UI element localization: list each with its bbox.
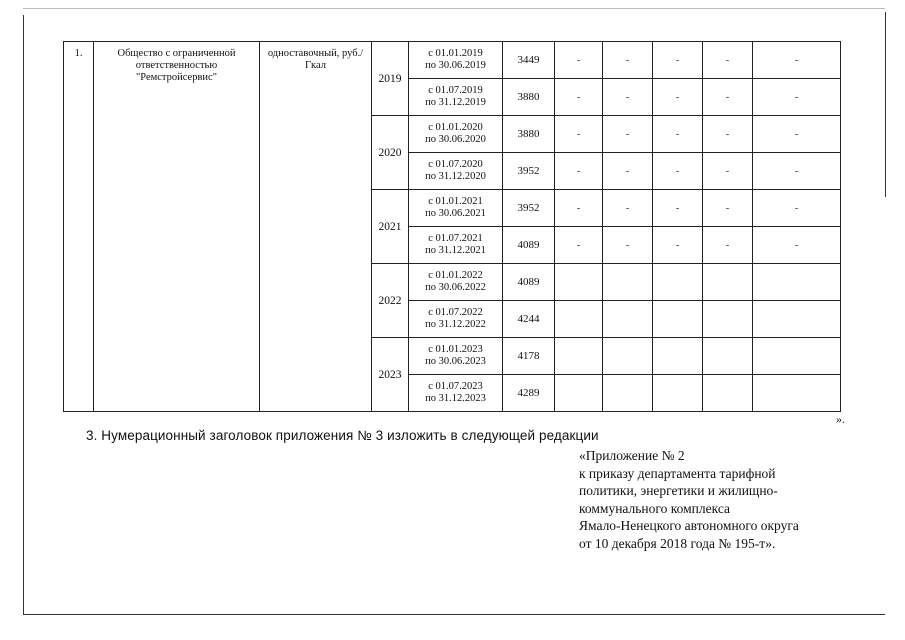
extra-cell bbox=[653, 338, 703, 375]
period-cell bbox=[409, 153, 503, 190]
extra-cell bbox=[603, 264, 653, 301]
page-frame-left bbox=[23, 15, 24, 615]
extra-cell: - bbox=[603, 153, 653, 190]
extra-cell: - bbox=[603, 116, 653, 153]
extra-cell bbox=[753, 264, 841, 301]
appendix-line: коммунального комплекса bbox=[579, 500, 730, 516]
tariff-value: 4178 bbox=[503, 338, 555, 375]
period-to: по 31.12.2019 bbox=[425, 97, 486, 108]
tariff-value: 3880 bbox=[503, 79, 555, 116]
period-to: по 30.06.2019 bbox=[425, 60, 486, 71]
tariff-value: 4244 bbox=[503, 301, 555, 338]
extra-cell bbox=[753, 338, 841, 375]
period-cell bbox=[409, 190, 503, 227]
period-to: по 31.12.2021 bbox=[425, 245, 486, 256]
extra-cell: - bbox=[753, 116, 841, 153]
tariff-value: 3952 bbox=[503, 153, 555, 190]
row-number: 1. bbox=[64, 42, 94, 412]
appendix-line: к приказу департамента тарифной bbox=[579, 465, 776, 481]
extra-cell: - bbox=[603, 190, 653, 227]
extra-cell: - bbox=[703, 153, 753, 190]
extra-cell: - bbox=[703, 79, 753, 116]
table-row bbox=[64, 42, 841, 79]
extra-cell: - bbox=[753, 227, 841, 264]
appendix-line: Ямало-Ненецкого автономного округа bbox=[579, 518, 799, 533]
tariff-value: 4289 bbox=[503, 375, 555, 412]
period-from: с 01.07.2022 bbox=[428, 307, 483, 318]
period-cell bbox=[409, 264, 503, 301]
extra-cell: - bbox=[653, 153, 703, 190]
period-to: по 30.06.2021 bbox=[425, 208, 486, 219]
period-cell bbox=[409, 301, 503, 338]
tariff-value: 3952 bbox=[503, 190, 555, 227]
period-from: с 01.07.2023 bbox=[428, 381, 483, 392]
period-cell bbox=[409, 42, 503, 79]
extra-cell: - bbox=[555, 42, 603, 79]
page-frame-right bbox=[885, 12, 886, 197]
tariff-table bbox=[63, 41, 841, 412]
extra-cell: - bbox=[555, 116, 603, 153]
period-from: с 01.01.2023 bbox=[428, 344, 483, 355]
extra-cell bbox=[703, 375, 753, 412]
appendix-line: «Приложение № 2 bbox=[579, 448, 685, 463]
tariff-value: 4089 bbox=[503, 227, 555, 264]
extra-cell bbox=[653, 301, 703, 338]
period-from: с 01.07.2019 bbox=[428, 85, 483, 96]
extra-cell: - bbox=[753, 153, 841, 190]
extra-cell: - bbox=[703, 227, 753, 264]
period-from: с 01.07.2021 bbox=[428, 233, 483, 244]
period-to: по 30.06.2022 bbox=[425, 282, 486, 293]
extra-cell: - bbox=[603, 79, 653, 116]
extra-cell bbox=[603, 375, 653, 412]
period-from: с 01.07.2020 bbox=[428, 159, 483, 170]
extra-cell: - bbox=[653, 42, 703, 79]
tariff-value: 3880 bbox=[503, 116, 555, 153]
extra-cell bbox=[753, 375, 841, 412]
extra-cell: - bbox=[653, 190, 703, 227]
period-to: по 31.12.2023 bbox=[425, 393, 486, 404]
period-cell bbox=[409, 375, 503, 412]
period-to: по 30.06.2023 bbox=[425, 356, 486, 367]
extra-cell: - bbox=[603, 227, 653, 264]
extra-cell: - bbox=[653, 116, 703, 153]
period-from: с 01.01.2020 bbox=[428, 122, 483, 133]
extra-cell: - bbox=[703, 116, 753, 153]
tariff-value: 3449 bbox=[503, 42, 555, 79]
extra-cell: - bbox=[703, 42, 753, 79]
extra-cell: - bbox=[603, 42, 653, 79]
extra-cell bbox=[603, 338, 653, 375]
period-cell bbox=[409, 227, 503, 264]
extra-cell bbox=[653, 264, 703, 301]
period-from: с 01.01.2019 bbox=[428, 48, 483, 59]
extra-cell bbox=[703, 301, 753, 338]
year-cell: 2022 bbox=[372, 264, 409, 338]
appendix-heading-block bbox=[579, 447, 879, 552]
tariff-unit: одноставочный, руб./Гкал bbox=[260, 42, 372, 412]
extra-cell: - bbox=[555, 79, 603, 116]
period-from: с 01.01.2021 bbox=[428, 196, 483, 207]
extra-cell: - bbox=[653, 227, 703, 264]
extra-cell: - bbox=[555, 190, 603, 227]
extra-cell: - bbox=[703, 190, 753, 227]
appendix-line: политики, энергетики и жилищно- bbox=[579, 483, 778, 498]
period-to: по 30.06.2020 bbox=[425, 134, 486, 145]
period-cell bbox=[409, 338, 503, 375]
period-from: с 01.01.2022 bbox=[428, 270, 483, 281]
period-to: по 31.12.2020 bbox=[425, 171, 486, 182]
extra-cell: - bbox=[753, 190, 841, 227]
year-cell: 2021 bbox=[372, 190, 409, 264]
extra-cell: - bbox=[753, 42, 841, 79]
extra-cell bbox=[603, 301, 653, 338]
appendix-line: от 10 декабря 2018 года № 195-т». bbox=[579, 535, 776, 551]
extra-cell bbox=[703, 264, 753, 301]
year-cell: 2019 bbox=[372, 42, 409, 116]
extra-cell bbox=[753, 301, 841, 338]
section-3-instruction: 3. Нумерационный заголовок приложения № 3 изложить в следующей редакции bbox=[86, 428, 599, 443]
period-to: по 31.12.2022 bbox=[425, 319, 486, 330]
extra-cell bbox=[703, 338, 753, 375]
period-cell bbox=[409, 116, 503, 153]
extra-cell: - bbox=[653, 79, 703, 116]
extra-cell bbox=[653, 375, 703, 412]
extra-cell: - bbox=[753, 79, 841, 116]
period-cell bbox=[409, 79, 503, 116]
extra-cell: - bbox=[555, 227, 603, 264]
closing-quote-mark: ». bbox=[836, 412, 845, 426]
extra-cell bbox=[555, 301, 603, 338]
extra-cell: - bbox=[555, 153, 603, 190]
year-cell: 2020 bbox=[372, 116, 409, 190]
extra-cell bbox=[555, 375, 603, 412]
page-frame-bottom bbox=[23, 614, 885, 615]
organization-name: Общество с ограниченной ответственностью "Ремстройсервис" bbox=[94, 42, 260, 412]
extra-cell bbox=[555, 264, 603, 301]
tariff-value: 4089 bbox=[503, 264, 555, 301]
year-cell: 2023 bbox=[372, 338, 409, 412]
extra-cell bbox=[555, 338, 603, 375]
page-frame-top bbox=[23, 8, 885, 9]
